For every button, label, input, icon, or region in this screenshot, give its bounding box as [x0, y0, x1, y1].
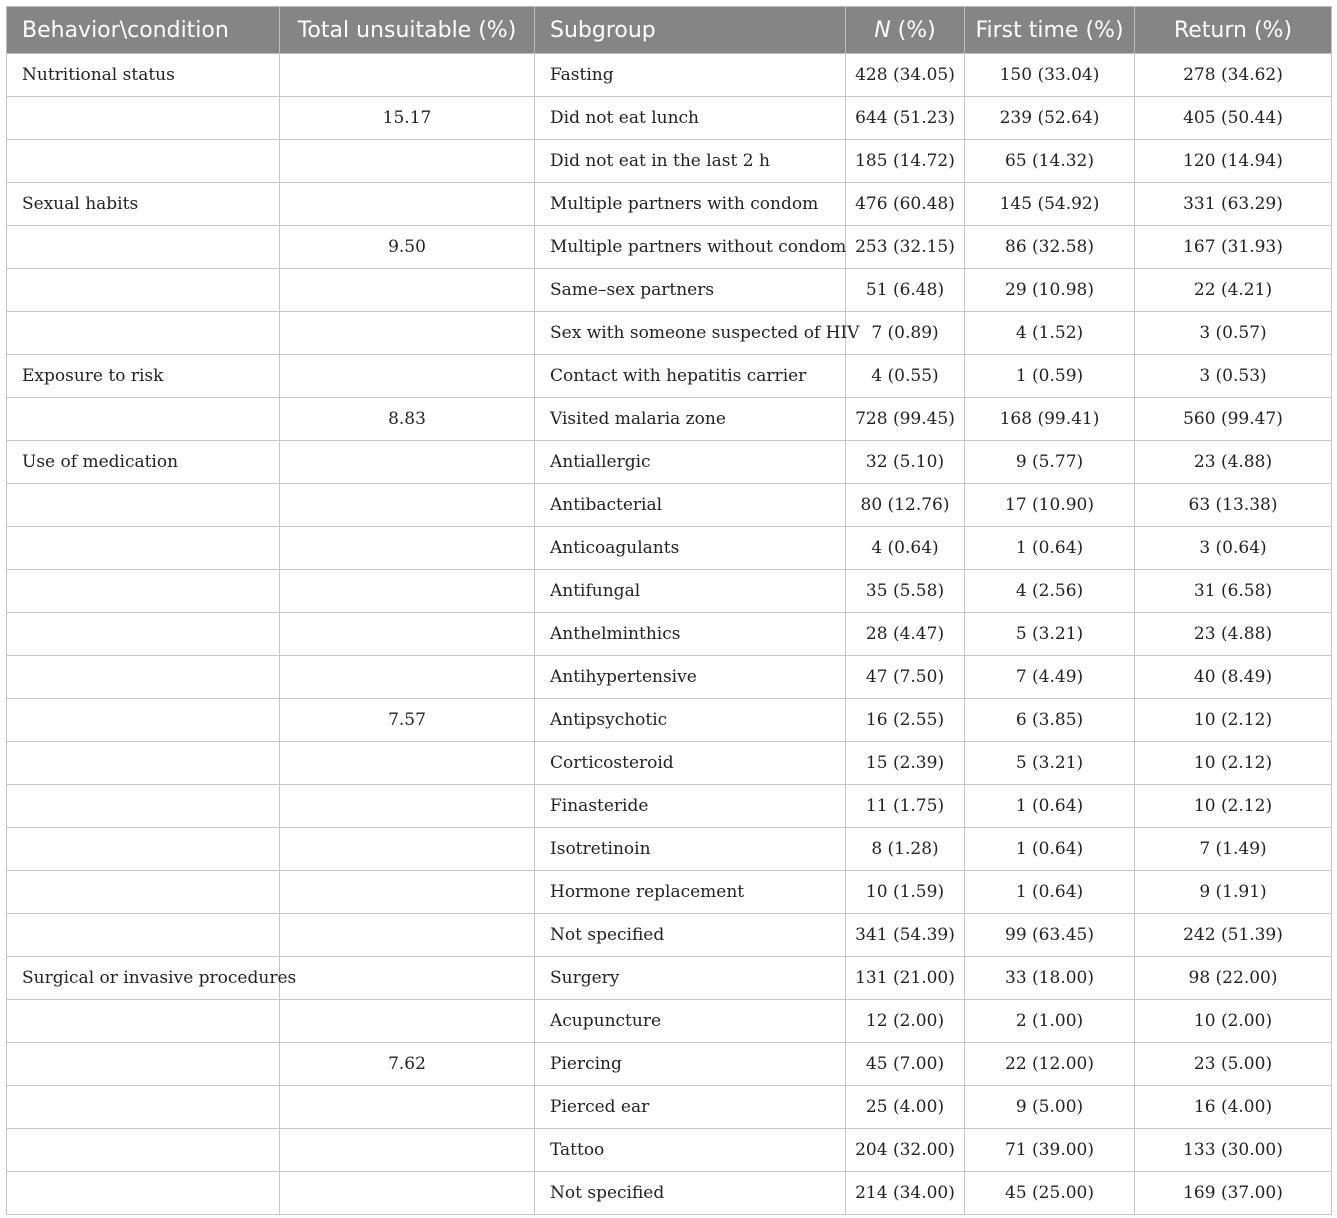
first-time-cell: 17 (10.90)	[965, 484, 1135, 527]
return-cell: 3 (0.53)	[1135, 355, 1332, 398]
behavior-cell	[7, 484, 280, 527]
first-time-cell: 1 (0.64)	[965, 785, 1135, 828]
first-time-cell: 2 (1.00)	[965, 1000, 1135, 1043]
header-n-suffix: (%)	[890, 17, 936, 43]
behavior-cell	[7, 871, 280, 914]
table-row	[7, 269, 1332, 312]
return-cell: 10 (2.12)	[1135, 699, 1332, 742]
return-cell: 405 (50.44)	[1135, 97, 1332, 140]
total-unsuitable-cell	[280, 871, 535, 914]
return-cell: 10 (2.00)	[1135, 1000, 1332, 1043]
behavior-cell	[7, 312, 280, 355]
table-row	[7, 355, 1332, 398]
table-row	[7, 54, 1332, 97]
n-percent-cell: 253 (32.15)	[846, 226, 965, 269]
return-cell: 169 (37.00)	[1135, 1172, 1332, 1215]
return-cell: 23 (5.00)	[1135, 1043, 1332, 1086]
subgroup-cell: Antipsychotic	[535, 699, 846, 742]
return-cell: 9 (1.91)	[1135, 871, 1332, 914]
first-time-cell: 4 (2.56)	[965, 570, 1135, 613]
return-cell: 278 (34.62)	[1135, 54, 1332, 97]
total-unsuitable-cell	[280, 355, 535, 398]
behavior-cell	[7, 269, 280, 312]
total-unsuitable-cell	[280, 1086, 535, 1129]
behavior-cell	[7, 398, 280, 441]
total-unsuitable-cell	[280, 742, 535, 785]
n-percent-cell: 10 (1.59)	[846, 871, 965, 914]
return-cell: 98 (22.00)	[1135, 957, 1332, 1000]
subgroup-cell: Same–sex partners	[535, 269, 846, 312]
first-time-cell: 71 (39.00)	[965, 1129, 1135, 1172]
return-cell: 3 (0.57)	[1135, 312, 1332, 355]
subgroup-cell: Pierced ear	[535, 1086, 846, 1129]
table-row	[7, 527, 1332, 570]
subgroup-cell: Multiple partners with condom	[535, 183, 846, 226]
subgroup-cell: Tattoo	[535, 1129, 846, 1172]
subgroup-cell: Visited malaria zone	[535, 398, 846, 441]
n-percent-cell: 131 (21.00)	[846, 957, 965, 1000]
return-cell: 7 (1.49)	[1135, 828, 1332, 871]
return-cell: 10 (2.12)	[1135, 742, 1332, 785]
return-cell: 133 (30.00)	[1135, 1129, 1332, 1172]
table-row	[7, 570, 1332, 613]
total-unsuitable-cell	[280, 914, 535, 957]
subgroup-cell: Anthelminthics	[535, 613, 846, 656]
table-row	[7, 613, 1332, 656]
subgroup-cell: Antihypertensive	[535, 656, 846, 699]
subgroup-cell: Acupuncture	[535, 1000, 846, 1043]
table-row	[7, 699, 1332, 742]
n-percent-cell: 8 (1.28)	[846, 828, 965, 871]
n-percent-cell: 11 (1.75)	[846, 785, 965, 828]
n-percent-cell: 4 (0.55)	[846, 355, 965, 398]
first-time-cell: 33 (18.00)	[965, 957, 1135, 1000]
behavior-cell	[7, 226, 280, 269]
first-time-cell: 9 (5.00)	[965, 1086, 1135, 1129]
subgroup-cell: Anticoagulants	[535, 527, 846, 570]
n-percent-cell: 45 (7.00)	[846, 1043, 965, 1086]
subgroup-cell: Not specified	[535, 914, 846, 957]
subgroup-cell: Antibacterial	[535, 484, 846, 527]
header-n-percent	[846, 7, 965, 54]
n-percent-cell: 32 (5.10)	[846, 441, 965, 484]
table-row	[7, 1043, 1332, 1086]
first-time-cell: 65 (14.32)	[965, 140, 1135, 183]
first-time-cell: 99 (63.45)	[965, 914, 1135, 957]
behavior-cell	[7, 97, 280, 140]
n-percent-cell: 428 (34.05)	[846, 54, 965, 97]
n-percent-cell: 214 (34.00)	[846, 1172, 965, 1215]
n-percent-cell: 25 (4.00)	[846, 1086, 965, 1129]
first-time-cell: 1 (0.59)	[965, 355, 1135, 398]
n-percent-cell: 16 (2.55)	[846, 699, 965, 742]
behavior-cell	[7, 570, 280, 613]
total-unsuitable-cell	[280, 54, 535, 97]
n-percent-cell: 12 (2.00)	[846, 1000, 965, 1043]
total-unsuitable-cell: 9.50	[280, 226, 535, 269]
n-percent-cell: 7 (0.89)	[846, 312, 965, 355]
header-row	[7, 7, 1332, 54]
behavior-cell	[7, 613, 280, 656]
header-behavior: Behavior\condition	[7, 7, 280, 54]
total-unsuitable-cell	[280, 484, 535, 527]
behavior-cell	[7, 1129, 280, 1172]
n-percent-cell: 28 (4.47)	[846, 613, 965, 656]
total-unsuitable-cell	[280, 656, 535, 699]
first-time-cell: 150 (33.04)	[965, 54, 1135, 97]
return-cell: 120 (14.94)	[1135, 140, 1332, 183]
first-time-cell: 239 (52.64)	[965, 97, 1135, 140]
return-cell: 3 (0.64)	[1135, 527, 1332, 570]
table-row	[7, 484, 1332, 527]
table-row	[7, 957, 1332, 1000]
subgroup-cell: Not specified	[535, 1172, 846, 1215]
return-cell: 16 (4.00)	[1135, 1086, 1332, 1129]
return-cell: 63 (13.38)	[1135, 484, 1332, 527]
return-cell: 40 (8.49)	[1135, 656, 1332, 699]
behavior-cell	[7, 656, 280, 699]
first-time-cell: 5 (3.21)	[965, 742, 1135, 785]
table-row	[7, 1172, 1332, 1215]
return-cell: 23 (4.88)	[1135, 441, 1332, 484]
n-percent-cell: 728 (99.45)	[846, 398, 965, 441]
first-time-cell: 6 (3.85)	[965, 699, 1135, 742]
n-percent-cell: 476 (60.48)	[846, 183, 965, 226]
table-row	[7, 742, 1332, 785]
n-percent-cell: 51 (6.48)	[846, 269, 965, 312]
subgroup-cell: Multiple partners without condom	[535, 226, 846, 269]
total-unsuitable-cell	[280, 269, 535, 312]
total-unsuitable-cell: 7.57	[280, 699, 535, 742]
subgroup-cell: Contact with hepatitis carrier	[535, 355, 846, 398]
header-total-unsuitable: Total unsuitable (%)	[280, 7, 535, 54]
behavior-cell	[7, 1086, 280, 1129]
table-row	[7, 1000, 1332, 1043]
first-time-cell: 1 (0.64)	[965, 527, 1135, 570]
behavior-cell: Exposure to risk	[7, 355, 280, 398]
subgroup-cell: Finasteride	[535, 785, 846, 828]
table-row	[7, 656, 1332, 699]
behavior-cell	[7, 914, 280, 957]
subgroup-cell: Sex with someone suspected of HIV	[535, 312, 846, 355]
first-time-cell: 168 (99.41)	[965, 398, 1135, 441]
total-unsuitable-cell	[280, 957, 535, 1000]
table-row	[7, 1129, 1332, 1172]
behavior-cell	[7, 527, 280, 570]
table-row	[7, 1086, 1332, 1129]
total-unsuitable-cell	[280, 1129, 535, 1172]
behavior-cell: Sexual habits	[7, 183, 280, 226]
n-percent-cell: 35 (5.58)	[846, 570, 965, 613]
n-percent-cell: 341 (54.39)	[846, 914, 965, 957]
table-row	[7, 785, 1332, 828]
total-unsuitable-cell	[280, 613, 535, 656]
behavior-cell	[7, 1172, 280, 1215]
total-unsuitable-cell	[280, 312, 535, 355]
n-percent-cell: 204 (32.00)	[846, 1129, 965, 1172]
total-unsuitable-cell	[280, 527, 535, 570]
table-row	[7, 97, 1332, 140]
return-cell: 31 (6.58)	[1135, 570, 1332, 613]
total-unsuitable-cell	[280, 441, 535, 484]
behavior-cell	[7, 828, 280, 871]
return-cell: 242 (51.39)	[1135, 914, 1332, 957]
first-time-cell: 5 (3.21)	[965, 613, 1135, 656]
return-cell: 23 (4.88)	[1135, 613, 1332, 656]
behavior-cell	[7, 1000, 280, 1043]
return-cell: 22 (4.21)	[1135, 269, 1332, 312]
first-time-cell: 1 (0.64)	[965, 828, 1135, 871]
return-cell: 10 (2.12)	[1135, 785, 1332, 828]
n-percent-cell: 4 (0.64)	[846, 527, 965, 570]
total-unsuitable-cell	[280, 140, 535, 183]
subgroup-cell: Antifungal	[535, 570, 846, 613]
n-percent-cell: 47 (7.50)	[846, 656, 965, 699]
behavior-cell	[7, 1043, 280, 1086]
behavior-cell	[7, 742, 280, 785]
subgroup-cell: Corticosteroid	[535, 742, 846, 785]
total-unsuitable-cell: 15.17	[280, 97, 535, 140]
return-cell: 331 (63.29)	[1135, 183, 1332, 226]
total-unsuitable-cell: 7.62	[280, 1043, 535, 1086]
table-row	[7, 140, 1332, 183]
behavior-cell: Use of medication	[7, 441, 280, 484]
total-unsuitable-cell	[280, 1172, 535, 1215]
subgroup-cell: Did not eat lunch	[535, 97, 846, 140]
subgroup-cell: Antiallergic	[535, 441, 846, 484]
total-unsuitable-cell	[280, 183, 535, 226]
first-time-cell: 4 (1.52)	[965, 312, 1135, 355]
first-time-cell: 7 (4.49)	[965, 656, 1135, 699]
first-time-cell: 45 (25.00)	[965, 1172, 1135, 1215]
total-unsuitable-cell: 8.83	[280, 398, 535, 441]
subgroup-cell: Fasting	[535, 54, 846, 97]
table-row	[7, 398, 1332, 441]
subgroup-cell: Did not eat in the last 2 h	[535, 140, 846, 183]
return-cell: 167 (31.93)	[1135, 226, 1332, 269]
table-row	[7, 226, 1332, 269]
total-unsuitable-cell	[280, 570, 535, 613]
table-row	[7, 871, 1332, 914]
n-percent-cell: 80 (12.76)	[846, 484, 965, 527]
behavior-cell: Surgical or invasive procedures	[7, 957, 280, 1000]
header-n-letter: N	[874, 17, 891, 43]
total-unsuitable-cell	[280, 785, 535, 828]
behavior-cell	[7, 785, 280, 828]
subgroup-cell: Hormone replacement	[535, 871, 846, 914]
return-cell: 560 (99.47)	[1135, 398, 1332, 441]
first-time-cell: 29 (10.98)	[965, 269, 1135, 312]
table-body	[7, 54, 1332, 1215]
table-row	[7, 828, 1332, 871]
header-subgroup: Subgroup	[535, 7, 846, 54]
table-row	[7, 914, 1332, 957]
behavior-cell	[7, 140, 280, 183]
n-percent-cell: 15 (2.39)	[846, 742, 965, 785]
first-time-cell: 9 (5.77)	[965, 441, 1135, 484]
subgroup-cell: Isotretinoin	[535, 828, 846, 871]
data-table	[6, 6, 1332, 1215]
n-percent-cell: 644 (51.23)	[846, 97, 965, 140]
first-time-cell: 145 (54.92)	[965, 183, 1135, 226]
header-first-time: First time (%)	[965, 7, 1135, 54]
behavior-cell: Nutritional status	[7, 54, 280, 97]
table-row	[7, 183, 1332, 226]
total-unsuitable-cell	[280, 828, 535, 871]
total-unsuitable-cell	[280, 1000, 535, 1043]
table-row	[7, 441, 1332, 484]
subgroup-cell: Piercing	[535, 1043, 846, 1086]
first-time-cell: 86 (32.58)	[965, 226, 1135, 269]
behavior-cell	[7, 699, 280, 742]
header-return: Return (%)	[1135, 7, 1332, 54]
first-time-cell: 1 (0.64)	[965, 871, 1135, 914]
n-percent-cell: 185 (14.72)	[846, 140, 965, 183]
first-time-cell: 22 (12.00)	[965, 1043, 1135, 1086]
subgroup-cell: Surgery	[535, 957, 846, 1000]
table-row	[7, 312, 1332, 355]
